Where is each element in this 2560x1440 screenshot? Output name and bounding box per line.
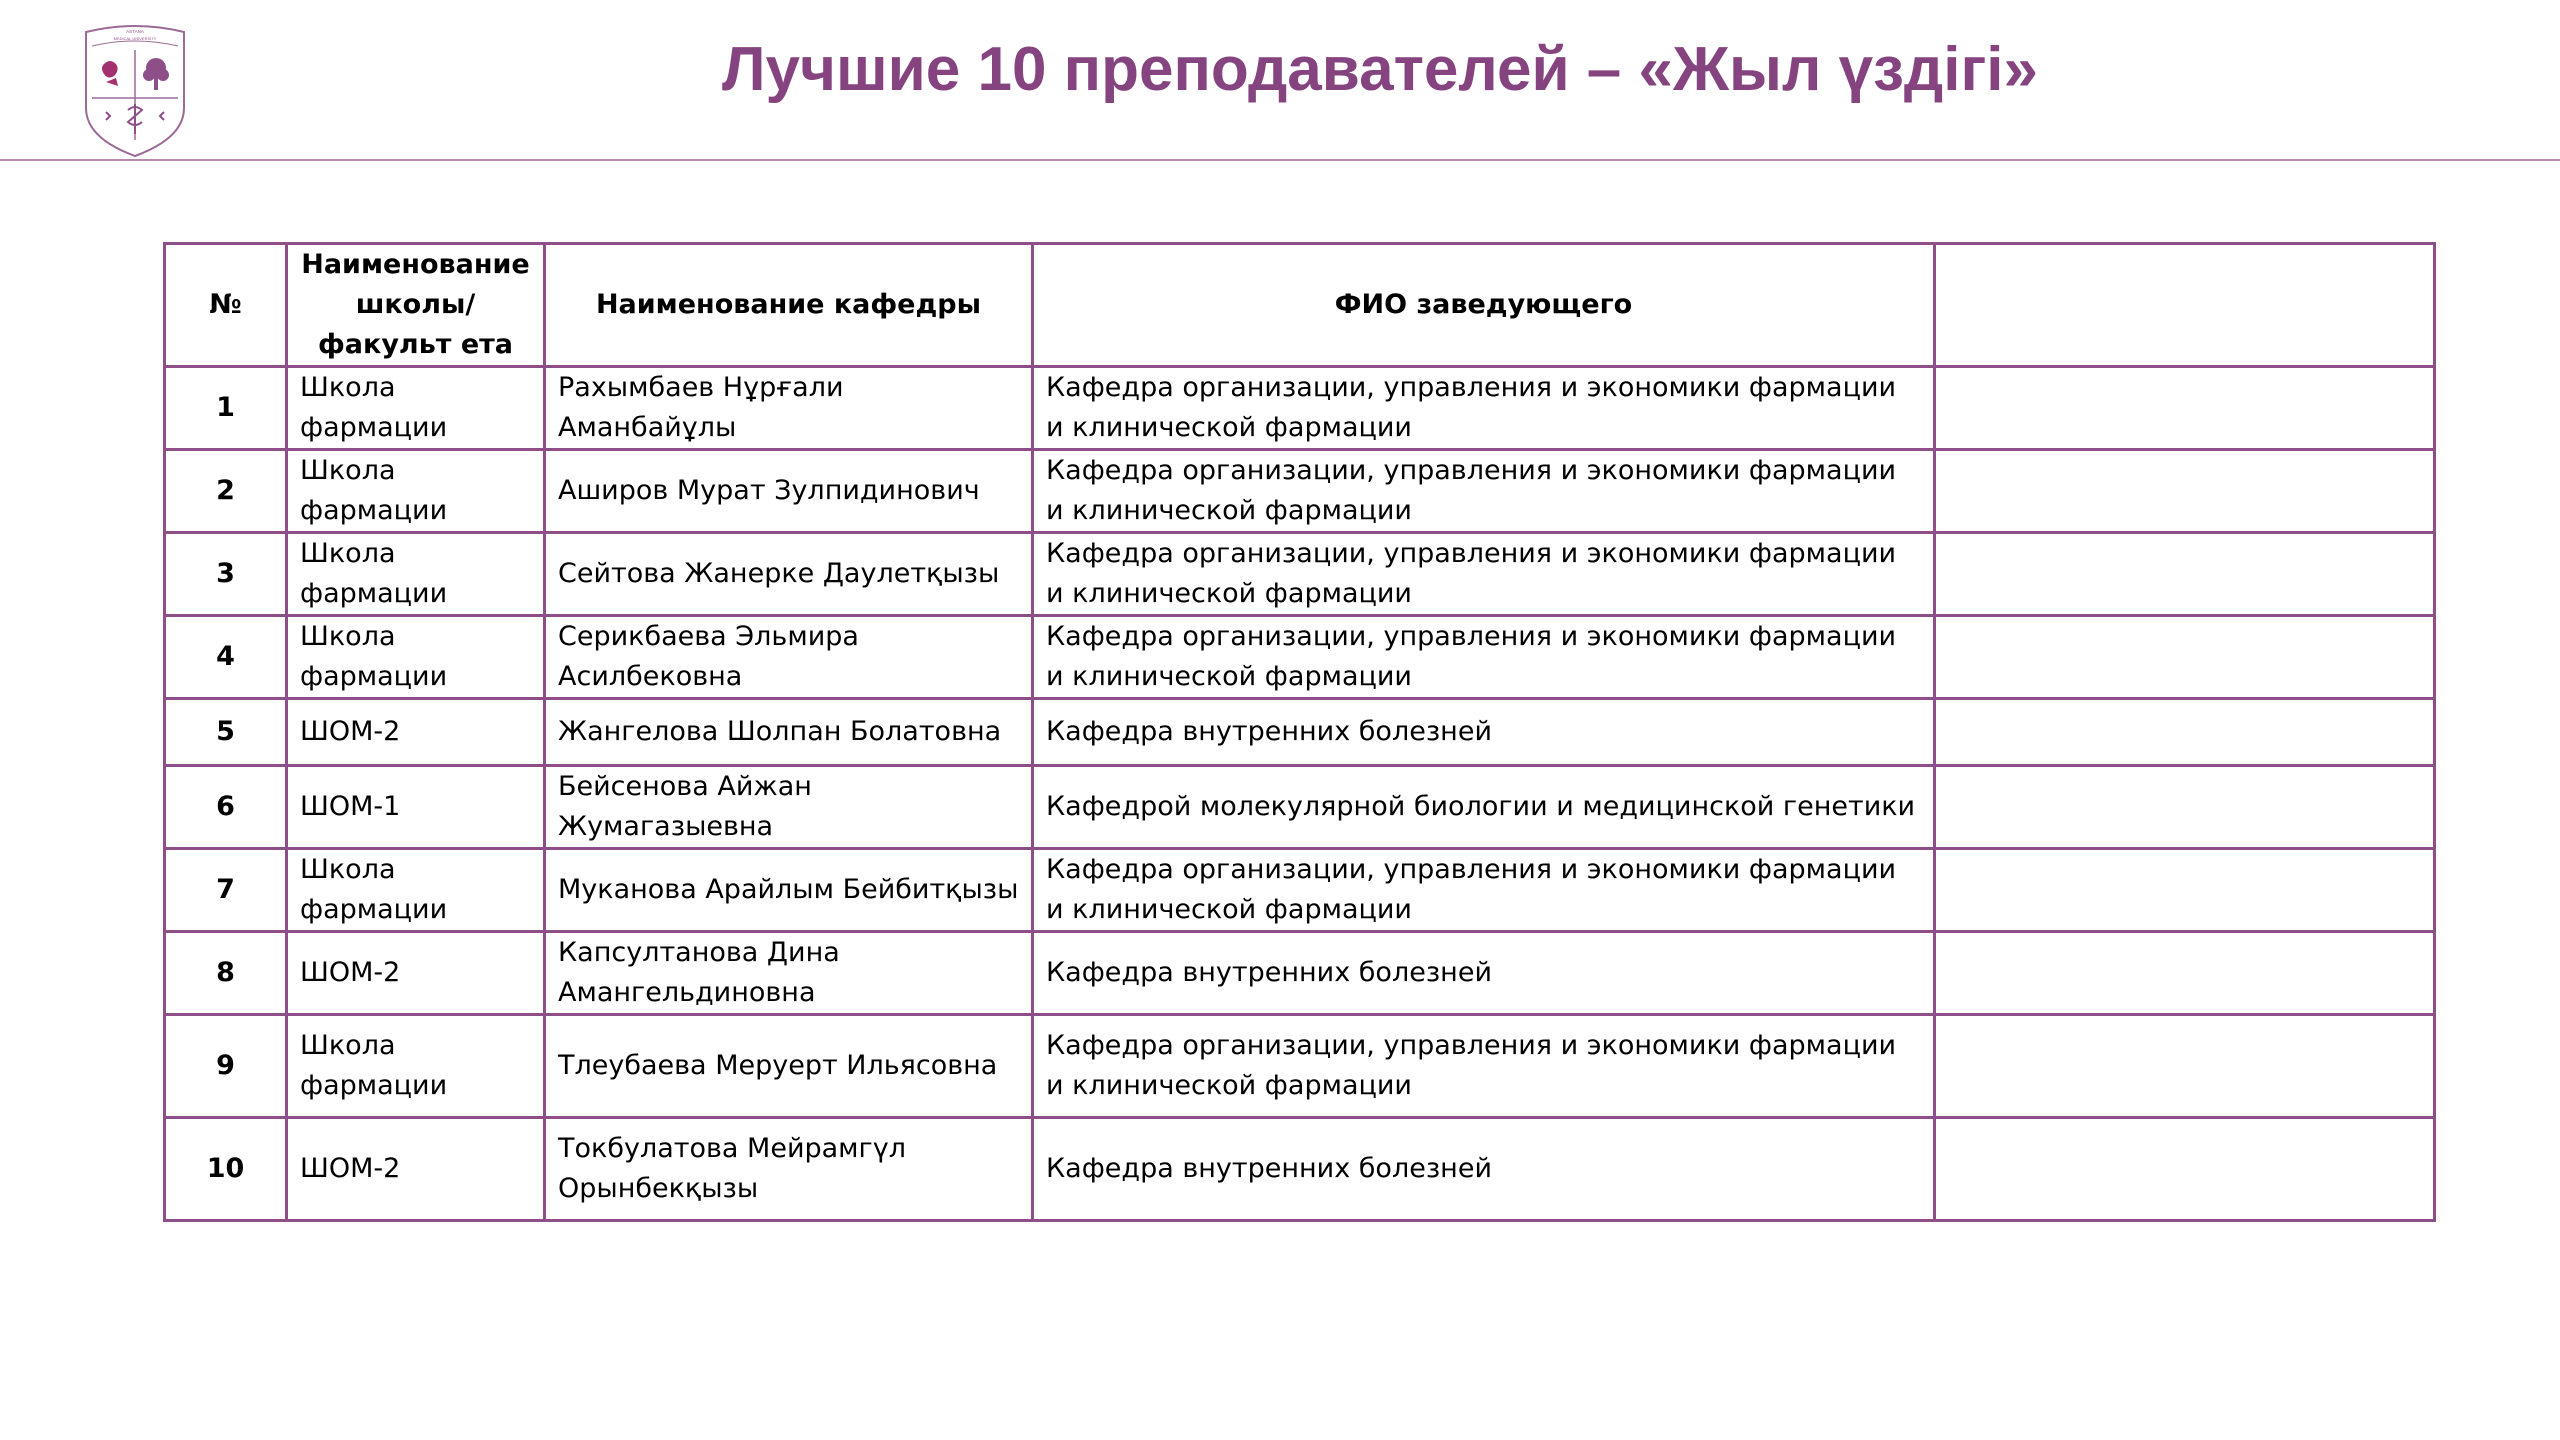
department-cell: Кафедра внутренних болезней [1033,1118,1935,1221]
table-row [165,932,2435,1015]
extra-cell [1935,1015,2435,1118]
extra-cell [1935,932,2435,1015]
column-header-empty [1935,244,2435,367]
name-cell: Муканова Арайлым Бейбитқызы [545,849,1033,932]
row-number: 8 [165,932,287,1015]
department-cell: Кафедра внутренних болезней [1033,699,1935,766]
school-cell: Школа фармации [287,849,545,932]
name-cell: Сейтова Жанерке Даулетқызы [545,533,1033,616]
extra-cell [1935,699,2435,766]
row-number: 6 [165,766,287,849]
name-cell: Жангелова Шолпан Болатовна [545,699,1033,766]
table-row [165,699,2435,766]
university-logo [76,20,194,160]
department-cell: Кафедрой молекулярной биологии и медицинской генетики [1033,766,1935,849]
department-cell: Кафедра организации, управления и экономики фармации и клинической фармации [1033,533,1935,616]
table-row [165,1118,2435,1221]
extra-cell [1935,766,2435,849]
row-number: 5 [165,699,287,766]
table-row [165,450,2435,533]
department-cell: Кафедра организации, управления и экономики фармации и клинической фармации [1033,849,1935,932]
row-number: 7 [165,849,287,932]
table-row [165,367,2435,450]
column-header-head-name: ФИО заведующего [1033,244,1935,367]
svg-text:ASTANA: ASTANA [126,29,144,34]
table-row [165,766,2435,849]
column-header-department-name: Наименование кафедры [545,244,1033,367]
teachers-table [163,242,2436,1222]
department-cell: Кафедра организации, управления и экономики фармации и клинической фармации [1033,1015,1935,1118]
name-cell: Тлеубаева Меруерт Ильясовна [545,1015,1033,1118]
page-title: Лучшие 10 преподавателей – «Жыл үздігі» [721,35,2039,104]
department-cell: Кафедра внутренних болезней [1033,932,1935,1015]
school-cell: Школа фармации [287,1015,545,1118]
department-cell: Кафедра организации, управления и экономики фармации и клинической фармации [1033,616,1935,699]
school-cell: ШОМ-2 [287,932,545,1015]
row-number: 3 [165,533,287,616]
school-cell: ШОМ-2 [287,1118,545,1221]
header-divider [0,159,2560,161]
row-number: 2 [165,450,287,533]
school-cell: Школа фармации [287,367,545,450]
row-number: 1 [165,367,287,450]
row-number: 9 [165,1015,287,1118]
department-cell: Кафедра организации, управления и экономики фармации и клинической фармации [1033,450,1935,533]
name-cell: Аширов Мурат Зулпидинович [545,450,1033,533]
name-cell: Рахымбаев Нұрғали Аманбайұлы [545,367,1033,450]
extra-cell [1935,616,2435,699]
extra-cell [1935,849,2435,932]
school-cell: ШОМ-1 [287,766,545,849]
department-cell: Кафедра организации, управления и экономики фармации и клинической фармации [1033,367,1935,450]
table-row [165,1015,2435,1118]
school-cell: Школа фармации [287,533,545,616]
school-cell: Школа фармации [287,450,545,533]
table-row [165,616,2435,699]
row-number: 10 [165,1118,287,1221]
name-cell: Токбулатова Мейрамгүл Орынбекқызы [545,1118,1033,1221]
row-number: 4 [165,616,287,699]
name-cell: Капсултанова Дина Амангельдиновна [545,932,1033,1015]
extra-cell [1935,367,2435,450]
extra-cell [1935,533,2435,616]
name-cell: Серикбаева Эльмира Асилбековна [545,616,1033,699]
table-header-row [165,244,2435,367]
school-cell: ШОМ-2 [287,699,545,766]
table-row [165,849,2435,932]
name-cell: Бейсенова Айжан Жумагазыевна [545,766,1033,849]
school-cell: Школа фармации [287,616,545,699]
table-row [165,533,2435,616]
extra-cell [1935,450,2435,533]
column-header-number: № [165,244,287,367]
svg-text:MEDICAL UNIVERSITY: MEDICAL UNIVERSITY [113,36,157,41]
extra-cell [1935,1118,2435,1221]
column-header-school: Наименование школы/факульт ета [287,244,545,367]
